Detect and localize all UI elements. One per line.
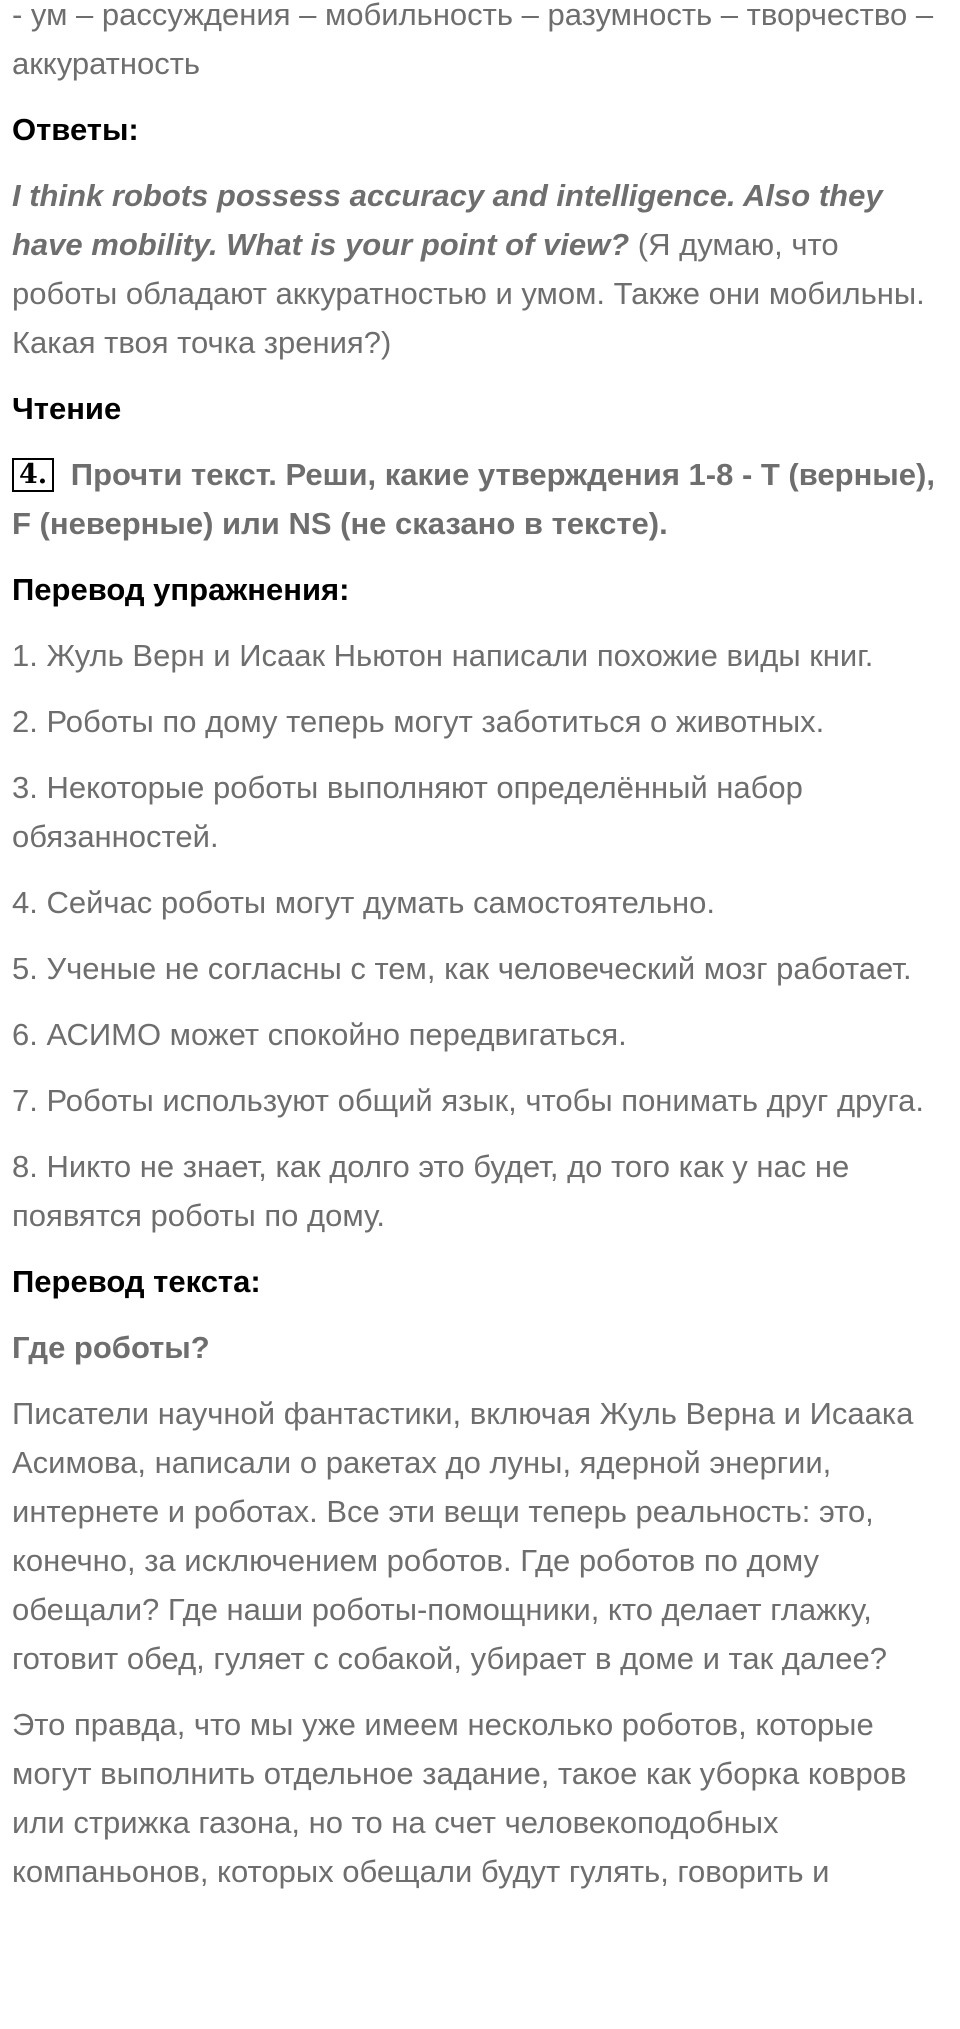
answer-paragraph: [12, 171, 948, 367]
task-number-box: 4.: [12, 458, 54, 492]
exercise-item: 5. Ученые не согласны с тем, как человеческий мозг работает.: [12, 951, 912, 986]
exercise-item: 6. АСИМО может спокойно передвигаться.: [12, 1017, 627, 1052]
answer-english: I think robots possess accuracy and intelligence. Also they have mobility. What is your point of view?: [12, 178, 883, 262]
text-paragraph: Писатели научной фантастики, включая Жуль Верна и Исаака Асимова, написали о ракетах до луны, ядерной энергии, интернете и роботах. Все эти вещи теперь реальность: это, конечно, за исключением роботов. Где роботов по дому обещали? Где наши роботы-помощники, кто делает глажку, готовит обед, гуляет с собакой, убирает в доме и так далее?: [12, 1396, 914, 1676]
reading-heading: Чтение: [12, 391, 122, 426]
exercise-item: 8. Никто не знает, как долго это будет, до того как у нас не появятся роботы по дому.: [12, 1149, 850, 1233]
task-instruction: [12, 450, 948, 548]
text-translation-heading: Перевод текста:: [12, 1264, 261, 1299]
text-title: Где роботы?: [12, 1330, 210, 1365]
text-paragraph: Это правда, что мы уже имеем несколько роботов, которые могут выполнить отдельное задание, такое как уборка ковров или стрижка газона, но то на счет человекоподобных компаньонов, которых обещали будут гулять, говорить и: [12, 1707, 907, 1889]
answer-russian: (Я думаю, что роботы обладают аккуратностью и умом. Также они мобильны. Какая твоя точка зрения?): [12, 227, 925, 360]
exercise-item: 4. Сейчас роботы могут думать самостоятельно.: [12, 885, 715, 920]
exercise-item: 7. Роботы используют общий язык, чтобы понимать друг друга.: [12, 1083, 924, 1118]
exercise-item: 2. Роботы по дому теперь могут заботиться о животных.: [12, 704, 825, 739]
answers-heading: Ответы:: [12, 112, 139, 147]
exercise-translation-heading: Перевод упражнения:: [12, 572, 350, 607]
task-text: Прочти текст. Реши, какие утверждения 1-8 - T (верные), F (неверные) или NS (не сказано в тексте).: [12, 457, 935, 541]
exercise-translation-list: [12, 631, 948, 1240]
exercise-item: 1. Жуль Верн и Исаак Ньютон написали похожие виды книг.: [12, 638, 874, 673]
intro-text: - ум – рассуждения – мобильность – разумность – творчество – аккуратность: [12, 0, 934, 81]
exercise-item: 3. Некоторые роботы выполняют определённый набор обязанностей.: [12, 770, 803, 854]
